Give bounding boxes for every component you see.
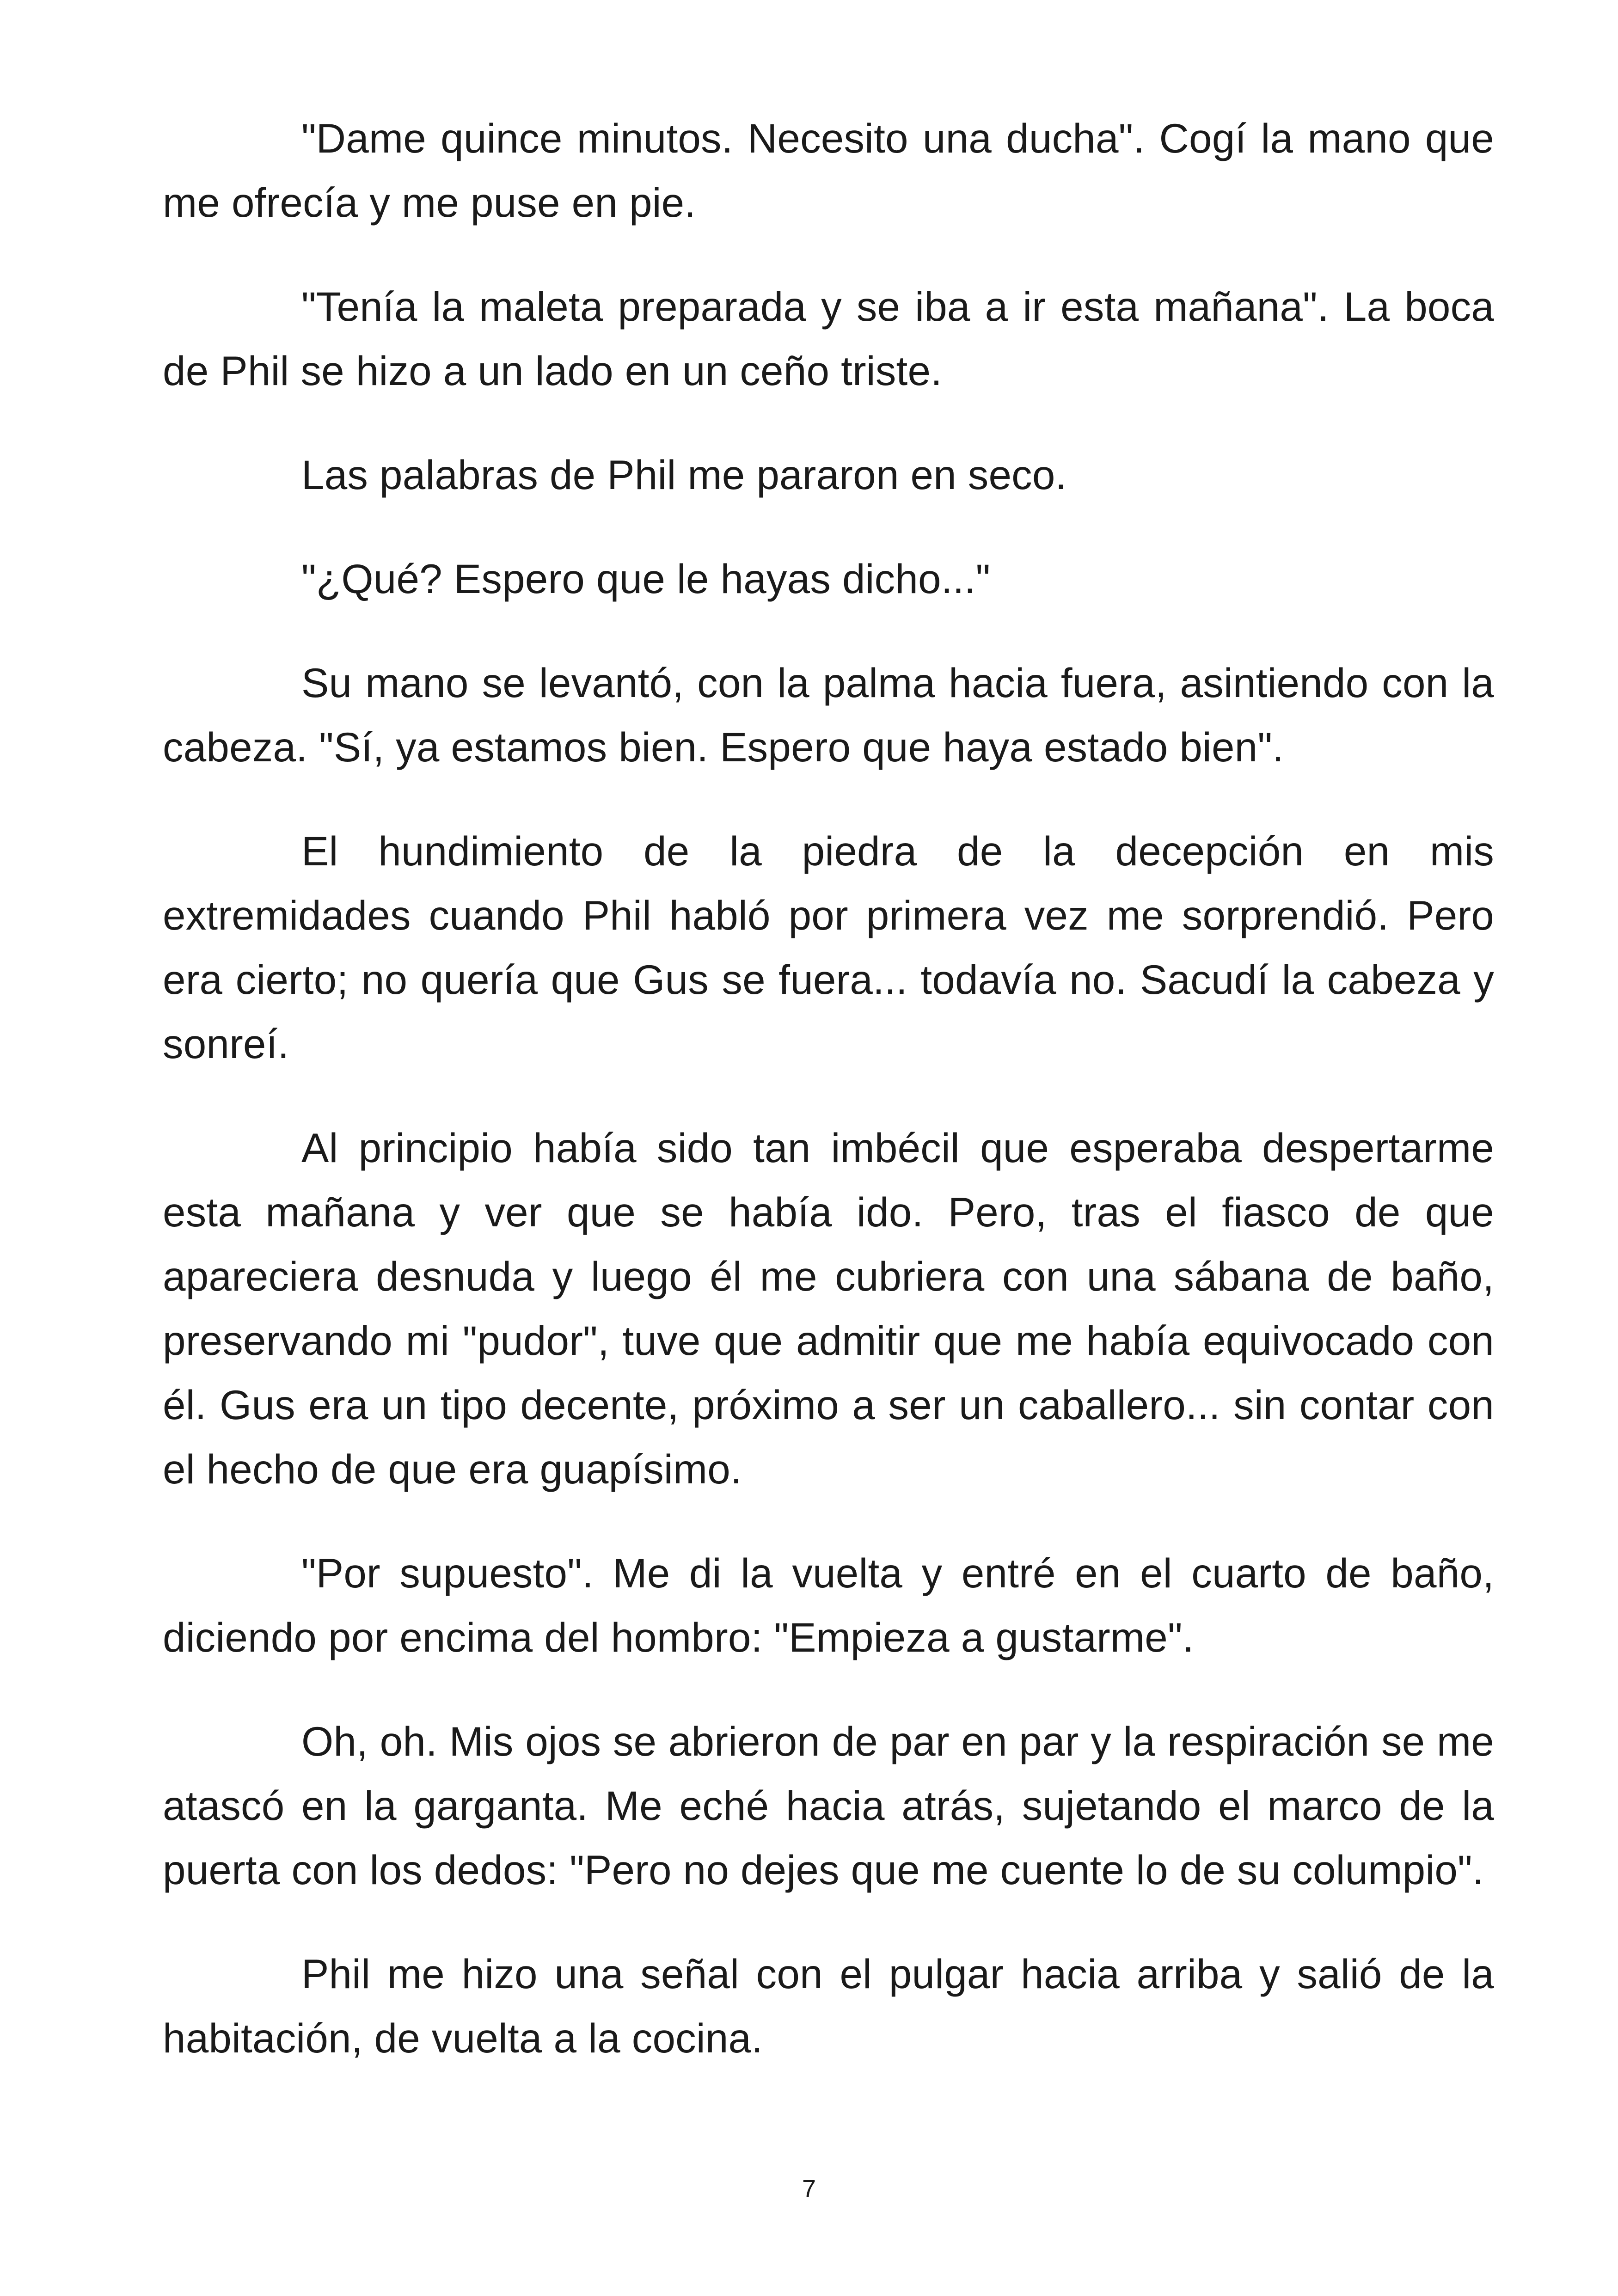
paragraph-9: Oh, oh. Mis ojos se abrieron de par en par y la respiración se me atascó en la garganta. Me eché hacia atrás, sujetando el marco de la puerta con los dedos: "Pero no dejes que me cuente lo de su columpio".: [163, 1718, 1494, 1893]
text-column: [163, 106, 1494, 2110]
paragraph-6: El hundimiento de la piedra de la decepción en mis extremidades cuando Phil habló por primera vez me sorprendió. Pero era cierto; no quería que Gus se fuera... todavía no. Sacudí la cabeza y sonreí.: [163, 828, 1494, 1067]
paragraph-5: Su mano se levantó, con la palma hacia fuera, asintiendo con la cabeza. "Sí, ya estamos bien. Espero que haya estado bien".: [163, 660, 1494, 770]
paragraph-8: "Por supuesto". Me di la vuelta y entré en el cuarto de baño, diciendo por encima del hombro: "Empieza a gustarme".: [163, 1550, 1494, 1660]
page-number: 7: [802, 2175, 816, 2203]
paragraph-3: Las palabras de Phil me pararon en seco.: [301, 452, 1067, 498]
paragraph-2: "Tenía la maleta preparada y se iba a ir esta mañana". La boca de Phil se hizo a un lado en un ceño triste.: [163, 283, 1494, 394]
paragraph-1: "Dame quince minutos. Necesito una ducha". Cogí la mano que me ofrecía y me puse en pie.: [163, 115, 1494, 226]
paragraph-7: Al principio había sido tan imbécil que esperaba despertarme esta mañana y ver que se había ido. Pero, tras el fiasco de que apareciera desnuda y luego él me cubriera con una sábana de baño, preservando mi "pudor", tuve que admitir que me había equivocado con él. Gus era un tipo decente, próximo a ser un caballero... sin contar con el hecho de que era guapísimo.: [163, 1125, 1494, 1492]
paragraph-4: "¿Qué? Espero que le hayas dicho...": [301, 556, 991, 602]
paragraph-10: Phil me hizo una señal con el pulgar hacia arriba y salió de la habitación, de vuelta a la cocina.: [163, 1951, 1494, 2061]
